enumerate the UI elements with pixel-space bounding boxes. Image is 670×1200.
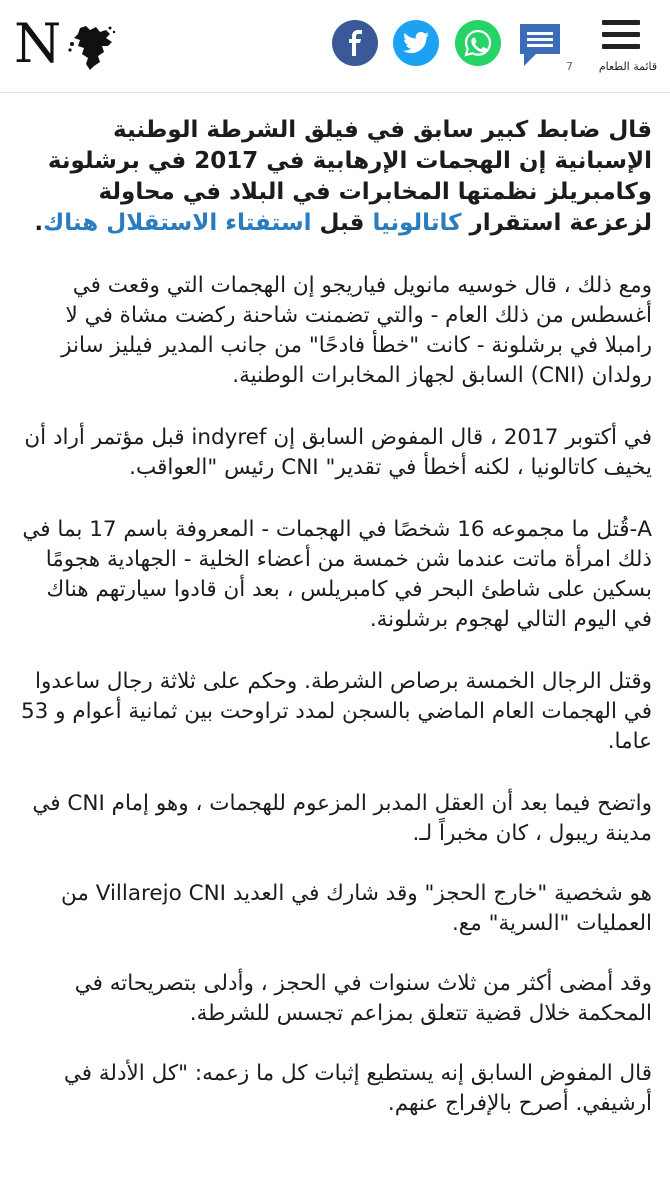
article-body (0, 115, 670, 1119)
site-logo[interactable] (14, 14, 114, 74)
article-lead (20, 115, 652, 239)
facebook-icon (344, 30, 366, 56)
article-paragraph: A-قُتل ما مجموعه 16 شخصًا في الهجمات - المعروفة باسم 17 بما في ذلك امرأة ماتت عندما شن خمسة من أعضاء الخلية - الجهادية هجومًا بسكين على شاطئ البحر في كامبريلس ، بعد أن قادوا سيارتهم هناك في اليوم التالي لهجوم برشلونة. (22, 517, 652, 632)
article-paragraph: هو شخصية "خارج الحجز" وقد شارك في العديد Villarejo CNI من العمليات "السرية" مع. (60, 881, 652, 936)
article-paragraph: وقد أمضى أكثر من ثلاث سنوات في الحجز ، وأدلى بتصريحاته في المحكمة خلال قضية تتعلق بمزاعم تجسس للشرطة. (74, 971, 652, 1026)
article-paragraph: واتضح فيما بعد أن العقل المدبر المزعوم للهجمات ، وهو إمام CNI في مدينة ريبول ، كان مخبراً لـ. (32, 791, 652, 846)
logo-letter: N (14, 12, 62, 75)
scotland-map-icon (66, 24, 118, 72)
comment-count[interactable]: 7 (566, 60, 573, 73)
facebook-share-button[interactable] (332, 20, 378, 66)
comments-button[interactable] (518, 22, 564, 72)
article-paragraph: قال المفوض السابق إنه يستطيع إثبات كل ما زعمه: "كل الأدلة في أرشيفي. أصرح بالإفراج عنهم. (63, 1061, 652, 1116)
comment-icon (518, 22, 562, 68)
whatsapp-icon (464, 29, 492, 57)
top-bar (0, 0, 670, 93)
lead-text: قبل (311, 210, 373, 236)
catalonia-link[interactable]: كاتالونيا (372, 210, 462, 236)
twitter-share-button[interactable] (393, 20, 439, 66)
menu-button[interactable] (598, 18, 658, 74)
independence-referendum-link[interactable]: استفتاء الاستقلال هناك (43, 210, 312, 236)
menu-label: قائمة الطعام (598, 60, 658, 73)
whatsapp-share-button[interactable] (455, 20, 501, 66)
article-paragraph: في أكتوبر 2017 ، قال المفوض السابق إن indyref قبل مؤتمر أراد أن يخيف كاتالونيا ، لكنه أخطأ في تقدير" CNI رئيس "العواقب. (24, 425, 652, 480)
article-paragraph: ومع ذلك ، قال خوسيه مانويل فياريجو إن الهجمات التي وقعت في أغسطس من ذلك العام - والتي تضمنت شاحنة ركضت مشاة في لا رامبلا في برشلونة - كانت "خطأ فادحًا" من جانب المدير فيليز سانز رولدان (CNI) السابق لجهاز المخابرات الوطنية. (61, 273, 652, 388)
lead-text: قال ضابط كبير سابق في فيلق الشرطة الوطنية الإسبانية إن الهجمات الإرهابية في 2017 في برشلونة وكامبريلز نظمتها المخابرات في البلاد في محاولة لزعزعة استقرار (47, 117, 652, 236)
twitter-icon (403, 32, 429, 54)
article-paragraph: وقتل الرجال الخمسة برصاص الشرطة. وحكم على ثلاثة رجال ساعدوا في الهجمات العام الماضي بالسجن لمدد تراوحت بين ثمانية أعوام و 53 عاما. (20, 669, 652, 754)
lead-text: . (34, 210, 44, 236)
